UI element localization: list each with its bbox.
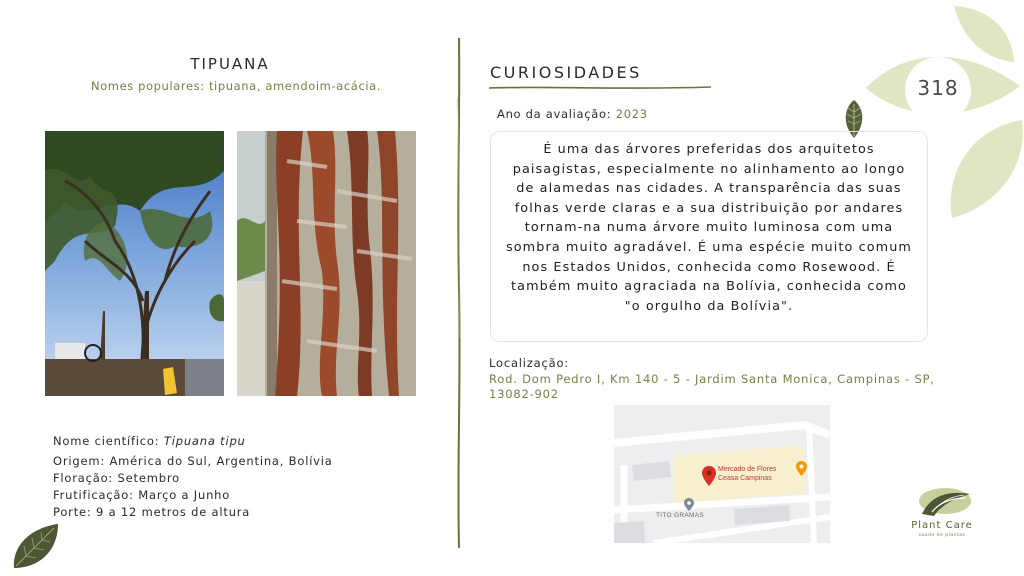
divider <box>454 38 464 548</box>
size: Porte: 9 a 12 metros de altura <box>53 505 251 519</box>
curiosities-title: CURIOSIDADES <box>490 63 642 82</box>
evaluation-year <box>497 107 648 121</box>
location-map[interactable] <box>614 405 830 543</box>
flowering: Floração: Setembro <box>53 471 180 485</box>
evaluation-year-label: Ano da avaliação: <box>497 107 612 121</box>
title-underline <box>489 84 711 92</box>
curiosities-text: É uma das árvores preferidas dos arquitetos paisagistas, especialmente no alinhamento ao longo de alamedas nas cidades. A transparência das suas folhas verde claras e a sua distribuição por andares tornam-na numa árvore muito luminosa com uma sombra muito agradável. É uma espécie muito comum nos Estados Unidos, conhecida como Rosewood. É também muito agraciada na Bolívia, conhecida como "o orgulho da Bolívia". <box>490 131 928 342</box>
leaf-icon <box>8 520 62 572</box>
plant-facts <box>53 433 333 521</box>
location-address: Rod. Dom Pedro I, Km 140 - 5 - Jardim Santa Monica, Campinas - SP, 13082-902 <box>489 372 935 401</box>
logo-name: Plant Care <box>911 520 973 531</box>
logo-tagline: saúde de plantas <box>918 533 966 538</box>
map-pin-icon[interactable] <box>702 466 716 486</box>
location-label: Localização: <box>489 356 569 370</box>
evaluation-year-value: 2023 <box>615 107 648 121</box>
page-number: 318 <box>917 76 959 100</box>
bark-photo <box>237 131 416 396</box>
scientific-name-value: Tipuana tipu <box>163 434 246 448</box>
popular-names: Nomes populares: tipuana, amendoim-acácia. <box>90 79 382 93</box>
scientific-name-label: Nome científico: <box>53 434 160 448</box>
scientific-name <box>53 433 333 450</box>
place-pin-icon[interactable] <box>684 498 694 511</box>
plant-name: TIPUANA <box>190 55 270 73</box>
food-pin-icon[interactable] <box>796 461 807 476</box>
plant-care-logo-icon <box>912 486 972 520</box>
origin: Origem: América do Sul, Argentina, Bolívia <box>53 454 333 468</box>
fruiting: Frutificação: Março a Junho <box>53 488 231 502</box>
map-secondary-place[interactable]: TITO GRAMAS <box>656 512 704 519</box>
map-place-name[interactable]: Mercado de Flores Ceasa Campinas <box>718 466 777 482</box>
tree-photo <box>45 131 224 396</box>
